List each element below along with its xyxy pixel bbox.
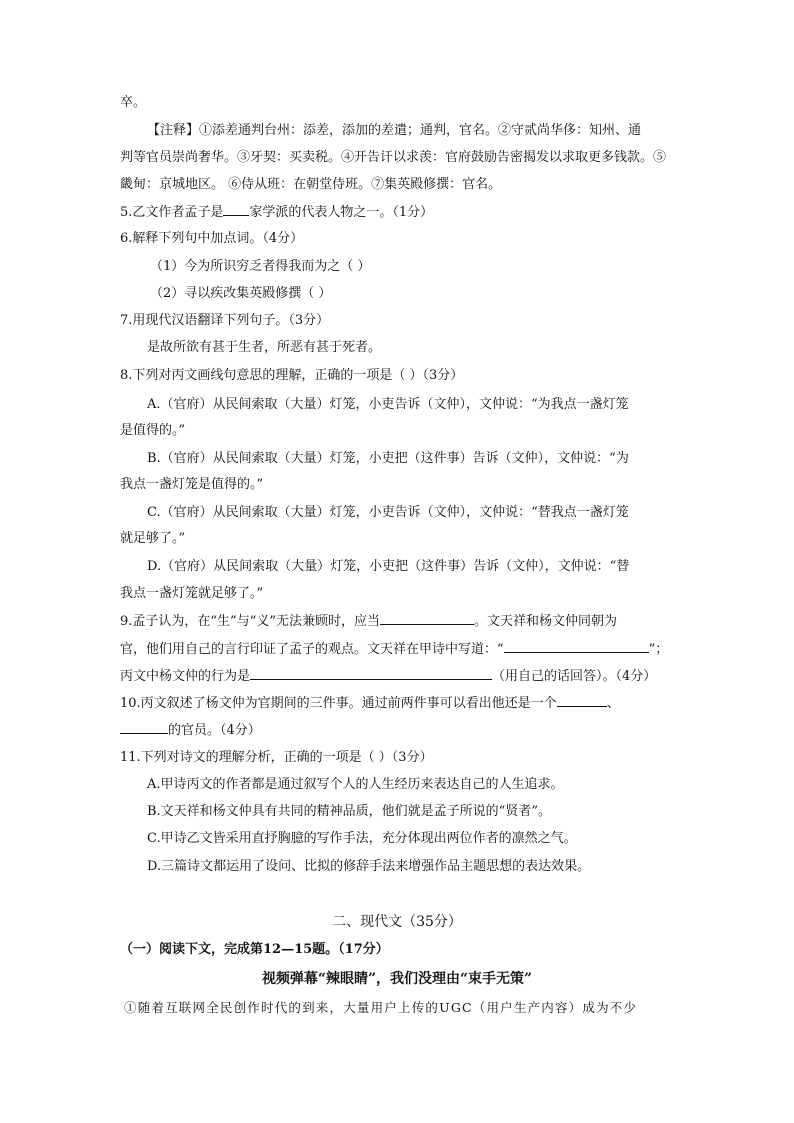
question-10-text: 的官员。（4分） xyxy=(168,723,261,738)
question-9-line-1 xyxy=(120,612,617,631)
question-9-text: 官，他们用自己的言行印证了孟子的观点。文天祥在甲诗中写道：“ xyxy=(120,642,504,657)
annotation-line: 畿甸：京城地区。 ⑥侍从班：在朝堂侍班。⑦集英殿修撰：官名。 xyxy=(120,177,502,192)
question-9-text: 。文天祥和杨文仲同朝为 xyxy=(474,614,618,629)
question-7: 7.用现代汉语翻译下列句子。（3分） xyxy=(120,313,330,328)
question-5-text-b: 家学派的代表人物之一。（1分） xyxy=(249,205,434,220)
article-paragraph: ①随着互联网全民创作时代的到来，大量用户上传的UGC（用户生产内容）成为不少 xyxy=(124,1000,638,1015)
answer-blank[interactable] xyxy=(120,721,168,734)
answer-blank[interactable] xyxy=(380,612,474,625)
question-7-sentence: 是故所欲有甚于生者，所恶有甚于死者。 xyxy=(147,340,382,355)
text-line: 卒。 xyxy=(120,95,147,110)
question-6-item-2: （2）寻以疾改集英殿修撰（ ） xyxy=(150,286,332,301)
question-10-text: 、 xyxy=(606,696,620,711)
answer-blank[interactable] xyxy=(250,667,492,680)
question-11-option-a: A.甲诗丙文的作者都是通过叙写个人的人生经历来表达自己的人生追求。 xyxy=(147,777,564,792)
question-8-option-b: B.（官府）从民间索取（大量）灯笼，小吏把（这件事）告诉（文仲），文仲说：“为 xyxy=(147,451,629,466)
question-5 xyxy=(120,203,433,222)
question-10-line-1 xyxy=(120,694,620,713)
question-9-text: 丙文中杨文仲的行为是 xyxy=(120,669,251,684)
question-6: 6.解释下列句中加点词。（4分） xyxy=(120,231,304,246)
question-9-line-2 xyxy=(120,640,668,659)
question-11-option-c: C.甲诗乙文皆采用直抒胸臆的写作手法，充分体现出两位作者的凛然之气。 xyxy=(147,831,577,846)
question-8-option-a-cont: 是值得的。” xyxy=(120,423,186,438)
question-11-option-b: B.文天祥和杨文仲具有共同的精神品质，他们就是孟子所说的“贤者”。 xyxy=(147,804,551,819)
question-11: 11.下列对诗文的理解分析，正确的一项是（ ）（3分） xyxy=(120,750,433,765)
question-8-option-c-cont: 就足够了。” xyxy=(120,531,186,546)
question-9-text: 9.孟子认为，在“生”与“义”无法兼顾时，应当 xyxy=(120,614,380,629)
section-heading: 二、现代文（35分） xyxy=(332,914,462,930)
answer-blank[interactable] xyxy=(223,203,249,216)
question-8-option-d: D.（官府）从民间索取（大量）灯笼，小吏把（这件事）告诉（文仲），文仲说：“替 xyxy=(147,559,630,574)
question-10-line-2 xyxy=(120,721,261,740)
annotation-line: 【注释】①添差通判台州：添差，添加的差遣；通判，官名。②守贰尚华侈：知州、通 xyxy=(147,123,642,138)
question-9-text: ”； xyxy=(648,642,669,657)
subsection-heading: （一）阅读下文，完成第12—15题。（17分） xyxy=(120,942,389,957)
answer-blank[interactable] xyxy=(504,640,649,653)
question-6-item-1: （1）今为所识穷乏者得我而为之（ ） xyxy=(150,259,371,274)
answer-blank[interactable] xyxy=(557,694,607,707)
article-title: 视频弹幕“辣眼睛”，我们没理由“束手无策” xyxy=(261,971,533,987)
question-8: 8.下列对丙文画线句意思的理解，正确的一项是（ ）（3分） xyxy=(120,368,464,383)
question-5-text-a: 5.乙文作者孟子是 xyxy=(120,205,224,220)
annotation-line: 判等官员崇尚奢华。③牙契：买卖税。④开告讦以求羡：官府鼓励告密揭发以求取更多钱款。⑤ xyxy=(120,150,667,165)
question-8-option-c: C.（官府）从民间索取（大量）灯笼，小吏告诉（文仲），文仲说：“替我点一盏灯笼 xyxy=(147,505,629,520)
question-9-text: （用自己的话回答）。（4分） xyxy=(492,669,657,684)
question-8-option-b-cont: 我点一盏灯笼是值得的。” xyxy=(120,477,264,492)
question-8-option-a: A.（官府）从民间索取（大量）灯笼，小吏告诉（文仲），文仲说：“为我点一盏灯笼 xyxy=(147,397,629,412)
question-11-option-d: D.三篇诗文都运用了设问、比拟的修辞手法来增强作品主题思想的表达效果。 xyxy=(147,859,591,874)
question-9-line-3 xyxy=(120,667,656,686)
question-8-option-d-cont: 我点一盏灯笼就足够了。” xyxy=(120,586,264,601)
question-10-text: 10.丙文叙述了杨文仲为官期间的三件事。通过前两件事可以看出他还是一个 xyxy=(120,696,557,711)
